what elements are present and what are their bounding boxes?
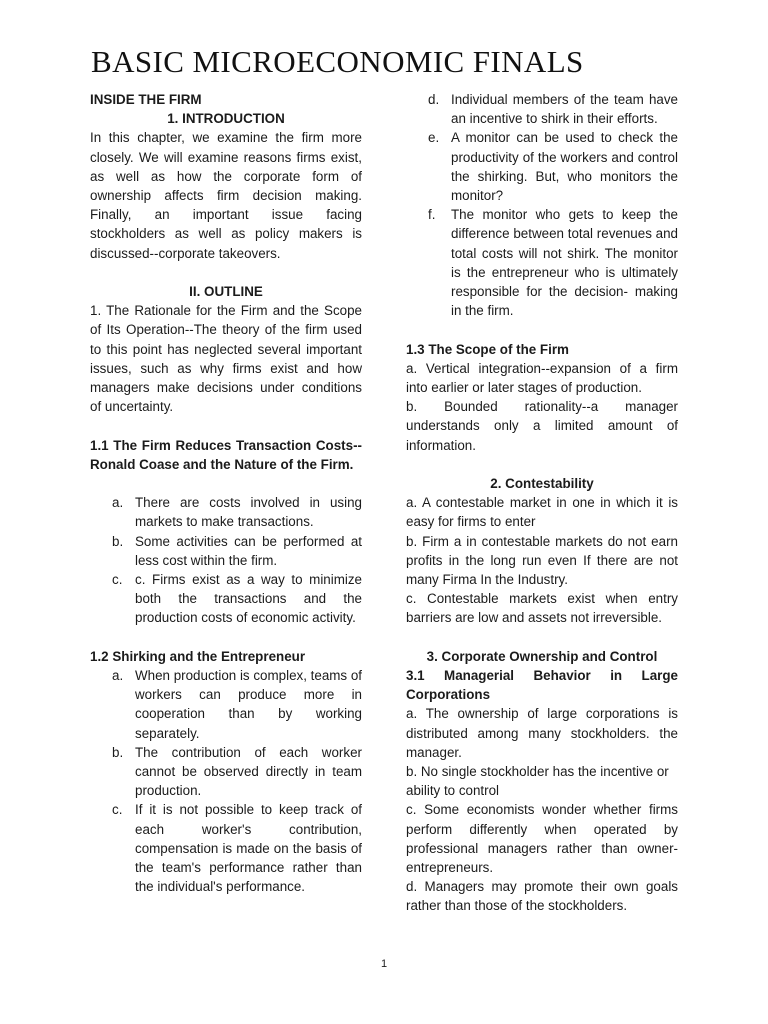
outline-heading: II. OUTLINE [189,284,263,300]
list-item [406,205,678,320]
list-item-text: Some activities can be performed at less cost within the firm. [135,533,362,568]
section-2-item-c: c. Contestable markets exist when entry barriers are low and assets not irreversible. [406,591,678,626]
list-marker: a. [112,495,124,511]
list-item [90,743,362,801]
list-item-text: c. Firms exist as a way to minimize both the transactions and the production costs of economic activity. [135,572,362,626]
subsection-1-1-list [90,493,362,627]
list-item-text: A monitor can be used to check the productivity of the workers and control the shirking. But, who monitors the monitor? [451,130,678,204]
page-number: 1 [380,958,388,970]
list-item-text: The monitor who gets to keep the difference between total revenues and total costs will not shirk. The monitor is the entrepreneur who is ultimately responsible for the decision- making in the firm. [451,207,678,319]
subsection-3-1-heading: 3.1 Managerial Behavior in Large Corporations [406,668,678,703]
list-item [90,532,362,570]
right-column [406,90,678,916]
list-item [406,90,678,128]
list-marker: e. [428,130,440,146]
section-2-item-b: b. Firm a in contestable markets do not earn profits in the long run even If there are not many Firma In the Industry. [406,533,678,588]
list-item [90,493,362,531]
list-item [90,570,362,628]
section-heading: INSIDE THE FIRM [90,92,202,107]
left-column [90,90,362,896]
subsection-3-1-item-c: c. Some economists wonder whether firms perform differently when operated by professional managers rather than owner- entrepreneurs. [406,802,678,876]
list-item [90,800,362,896]
subsection-3-1-item-b: b. No single stockholder has the incentive or ability to control [406,764,669,799]
list-marker: c. [112,572,123,588]
list-item-text: Individual members of the team have an incentive to shirk in their efforts. [451,92,678,127]
outline-paragraph: 1. The Rationale for the Firm and the Scope of Its Operation--The theory of the firm used to this point has neglected several important issues, such as why firms exist and how managers make decisions under conditions of uncertainty. [90,303,362,415]
subsection-3-1-item-d: d. Managers may promote their own goals rather than those of the stockholders. [406,879,678,914]
list-item [90,666,362,743]
list-item [406,128,678,205]
list-marker: a. [112,668,124,684]
subsection-1-2-list-continued [406,90,678,320]
list-marker: f. [428,207,436,223]
section-2-item-a: a. A contestable market in one in which it is easy for firms to enter [406,495,678,530]
subsection-1-1-heading: 1.1 The Firm Reduces Transaction Costs--Ronald Coase and the Nature of the Firm. [90,437,362,472]
list-item-text: When production is complex, teams of workers can produce more in cooperation than by working separately. [135,668,363,741]
list-item-text: If it is not possible to keep track of each worker's contribution, compensation is made on the basis of the team's performance rather than the individual's performance. [135,802,362,895]
section-3-heading: 3. Corporate Ownership and Control [426,648,658,664]
subsection-1-3-heading: 1.3 The Scope of the Firm [406,341,569,357]
list-marker: b. [112,744,124,760]
list-item-text: The contribution of each worker cannot be observed directly in team production. [135,744,362,799]
intro-paragraph: In this chapter, we examine the firm more closely. We will examine reasons firms exist, as well as how the corporate form of ownership affects firm decision making. Finally, an important issue facing stockholders as well as policy makers is discussed--corporate takeovers. [90,130,362,261]
list-marker: d. [428,92,440,107]
subsection-1-2-heading: 1.2 Shirking and the Entrepreneur [90,648,306,664]
document-title: BASIC MICROECONOMIC FINALS [91,44,584,79]
list-item-text: There are costs involved in using markets to make transactions. [135,495,362,530]
subsection-1-3-item-b: b. Bounded rationality--a manager understands only a limited amount of information. [406,399,678,453]
subsection-1-3-item-a: a. Vertical integration--expansion of a firm into earlier or later stages of production. [406,360,678,396]
subsection-3-1-item-a: a. The ownership of large corporations is distributed among many stockholders. the manager. [406,706,678,760]
section-2-heading: 2. Contestability [490,476,594,492]
list-marker: b. [112,533,124,549]
subsection-1-2-list [90,666,362,896]
intro-heading: 1. INTRODUCTION [167,111,285,127]
list-marker: c. [112,802,123,818]
